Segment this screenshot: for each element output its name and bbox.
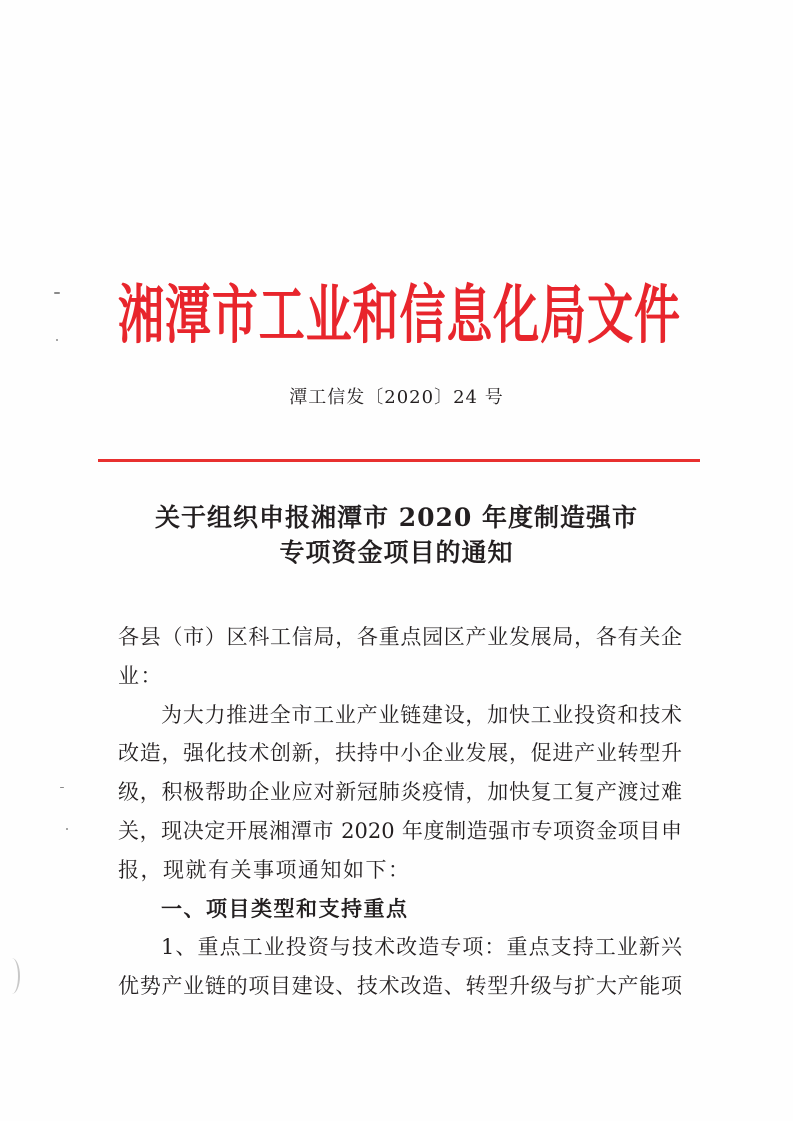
red-separator-line xyxy=(98,459,700,462)
scan-artifact xyxy=(54,292,60,294)
notice-title-line-1: 关于组织申报湘潭市 2020 年度制造强市 xyxy=(155,503,638,532)
section-heading: 一、项目类型和支持重点 xyxy=(161,895,409,921)
body-line: 优势产业链的项目建设、技术改造、转型升级与扩大产能项 xyxy=(118,974,682,999)
body-line-addressees: 各县（市）区科工信局，各重点园区产业发展局，各有关企 xyxy=(118,625,682,649)
body-line: 1、重点工业投资与技术改造专项：重点支持工业新兴 xyxy=(161,935,682,960)
document-number: 潭工信发〔2020〕24 号 xyxy=(289,387,504,408)
scan-artifact xyxy=(56,339,58,341)
body-line: 为大力推进全市工业产业链建设，加快工业投资和技术 xyxy=(161,702,682,727)
notice-title-line-2: 专项资金项目的通知 xyxy=(279,538,514,567)
scan-artifact xyxy=(60,787,64,788)
body-line: 级，积极帮助企业应对新冠肺炎疫情，加快复工复产渡过难 xyxy=(118,780,682,805)
scan-artifact xyxy=(66,828,68,830)
body-line: 关，现决定开展湘潭市 2020 年度制造强市专项资金项目申 xyxy=(118,818,682,843)
body-line: 报，现就有关事项通知如下： xyxy=(118,857,411,882)
body-line-addressees-end: 业： xyxy=(118,663,163,688)
scan-artifact xyxy=(4,958,20,994)
notice-body xyxy=(118,618,682,1006)
body-line: 改造，强化技术创新，扶持中小企业发展，促进产业转型升 xyxy=(118,741,682,766)
issuing-authority-header: 湘潭市工业和信息化局文件 xyxy=(118,277,680,353)
